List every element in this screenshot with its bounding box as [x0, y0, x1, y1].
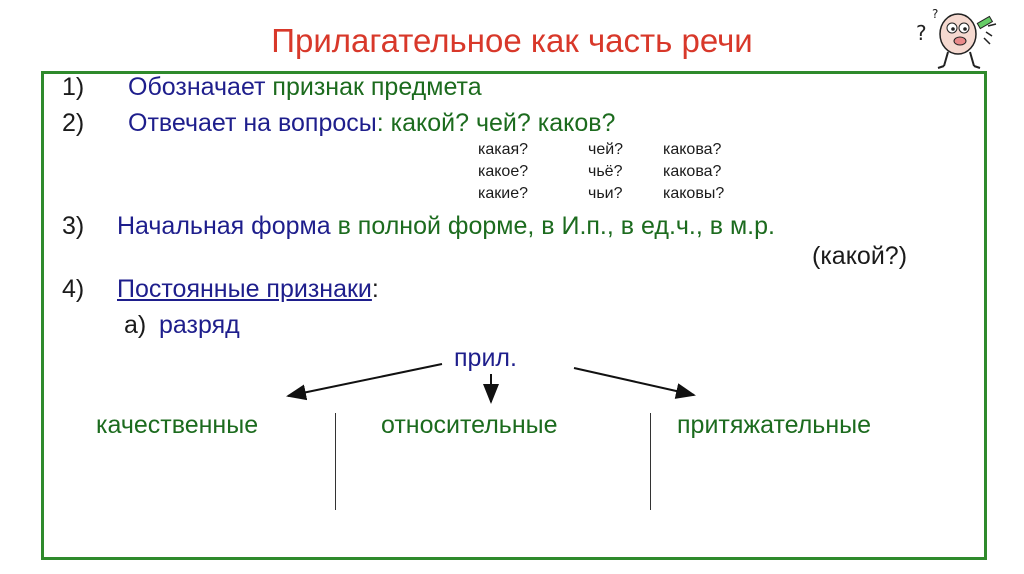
divider-left — [335, 413, 336, 510]
item-4-colon: : — [371, 275, 379, 303]
category-qualitative: качественные — [96, 411, 259, 439]
item-4-term: Постоянные признаки — [117, 275, 372, 303]
question-chej-feminine: чей? — [588, 141, 624, 158]
item-2-term: Отвечает на вопросы — [128, 109, 377, 137]
item-2-text: : какой? чей? каков? — [376, 109, 616, 137]
item-number-2: 2) — [62, 109, 85, 137]
question-feminine: какая? — [478, 141, 529, 158]
svg-text:?: ? — [932, 7, 939, 21]
question-chej-neuter: чьё? — [588, 163, 623, 180]
slide-title: Прилагательное как часть речи — [271, 22, 753, 59]
question-neuter: какое? — [478, 163, 529, 180]
subitem-text: разряд — [159, 311, 240, 339]
item-1-term: Обозначает — [128, 73, 266, 101]
divider-right — [650, 413, 651, 510]
question-kakov-neuter: какова? — [663, 163, 722, 180]
item-number-3: 3) — [62, 212, 85, 240]
svg-text:?: ? — [916, 21, 927, 45]
category-possessive: притяжательные — [677, 411, 872, 439]
question-kakov-plural: каковы? — [663, 185, 725, 202]
subitem-label: а) — [124, 311, 147, 339]
arrow-left — [288, 364, 442, 396]
item-3-question: (какой?) — [812, 242, 908, 270]
tree-root: прил. — [454, 344, 517, 372]
item-number-1: 1) — [62, 73, 85, 101]
category-relative: относительные — [381, 411, 558, 439]
item-3-term: Начальная форма — [117, 212, 331, 240]
item-number-4: 4) — [62, 275, 85, 303]
arrow-right — [574, 368, 694, 395]
item-3-text: в полной форме, в И.п., в ед.ч., в м.р. — [330, 212, 775, 240]
question-kakov-feminine: какова? — [663, 141, 722, 158]
question-plural: какие? — [478, 185, 528, 202]
item-1-text: признак предмета — [265, 73, 482, 101]
question-chej-plural: чьи? — [588, 185, 623, 202]
